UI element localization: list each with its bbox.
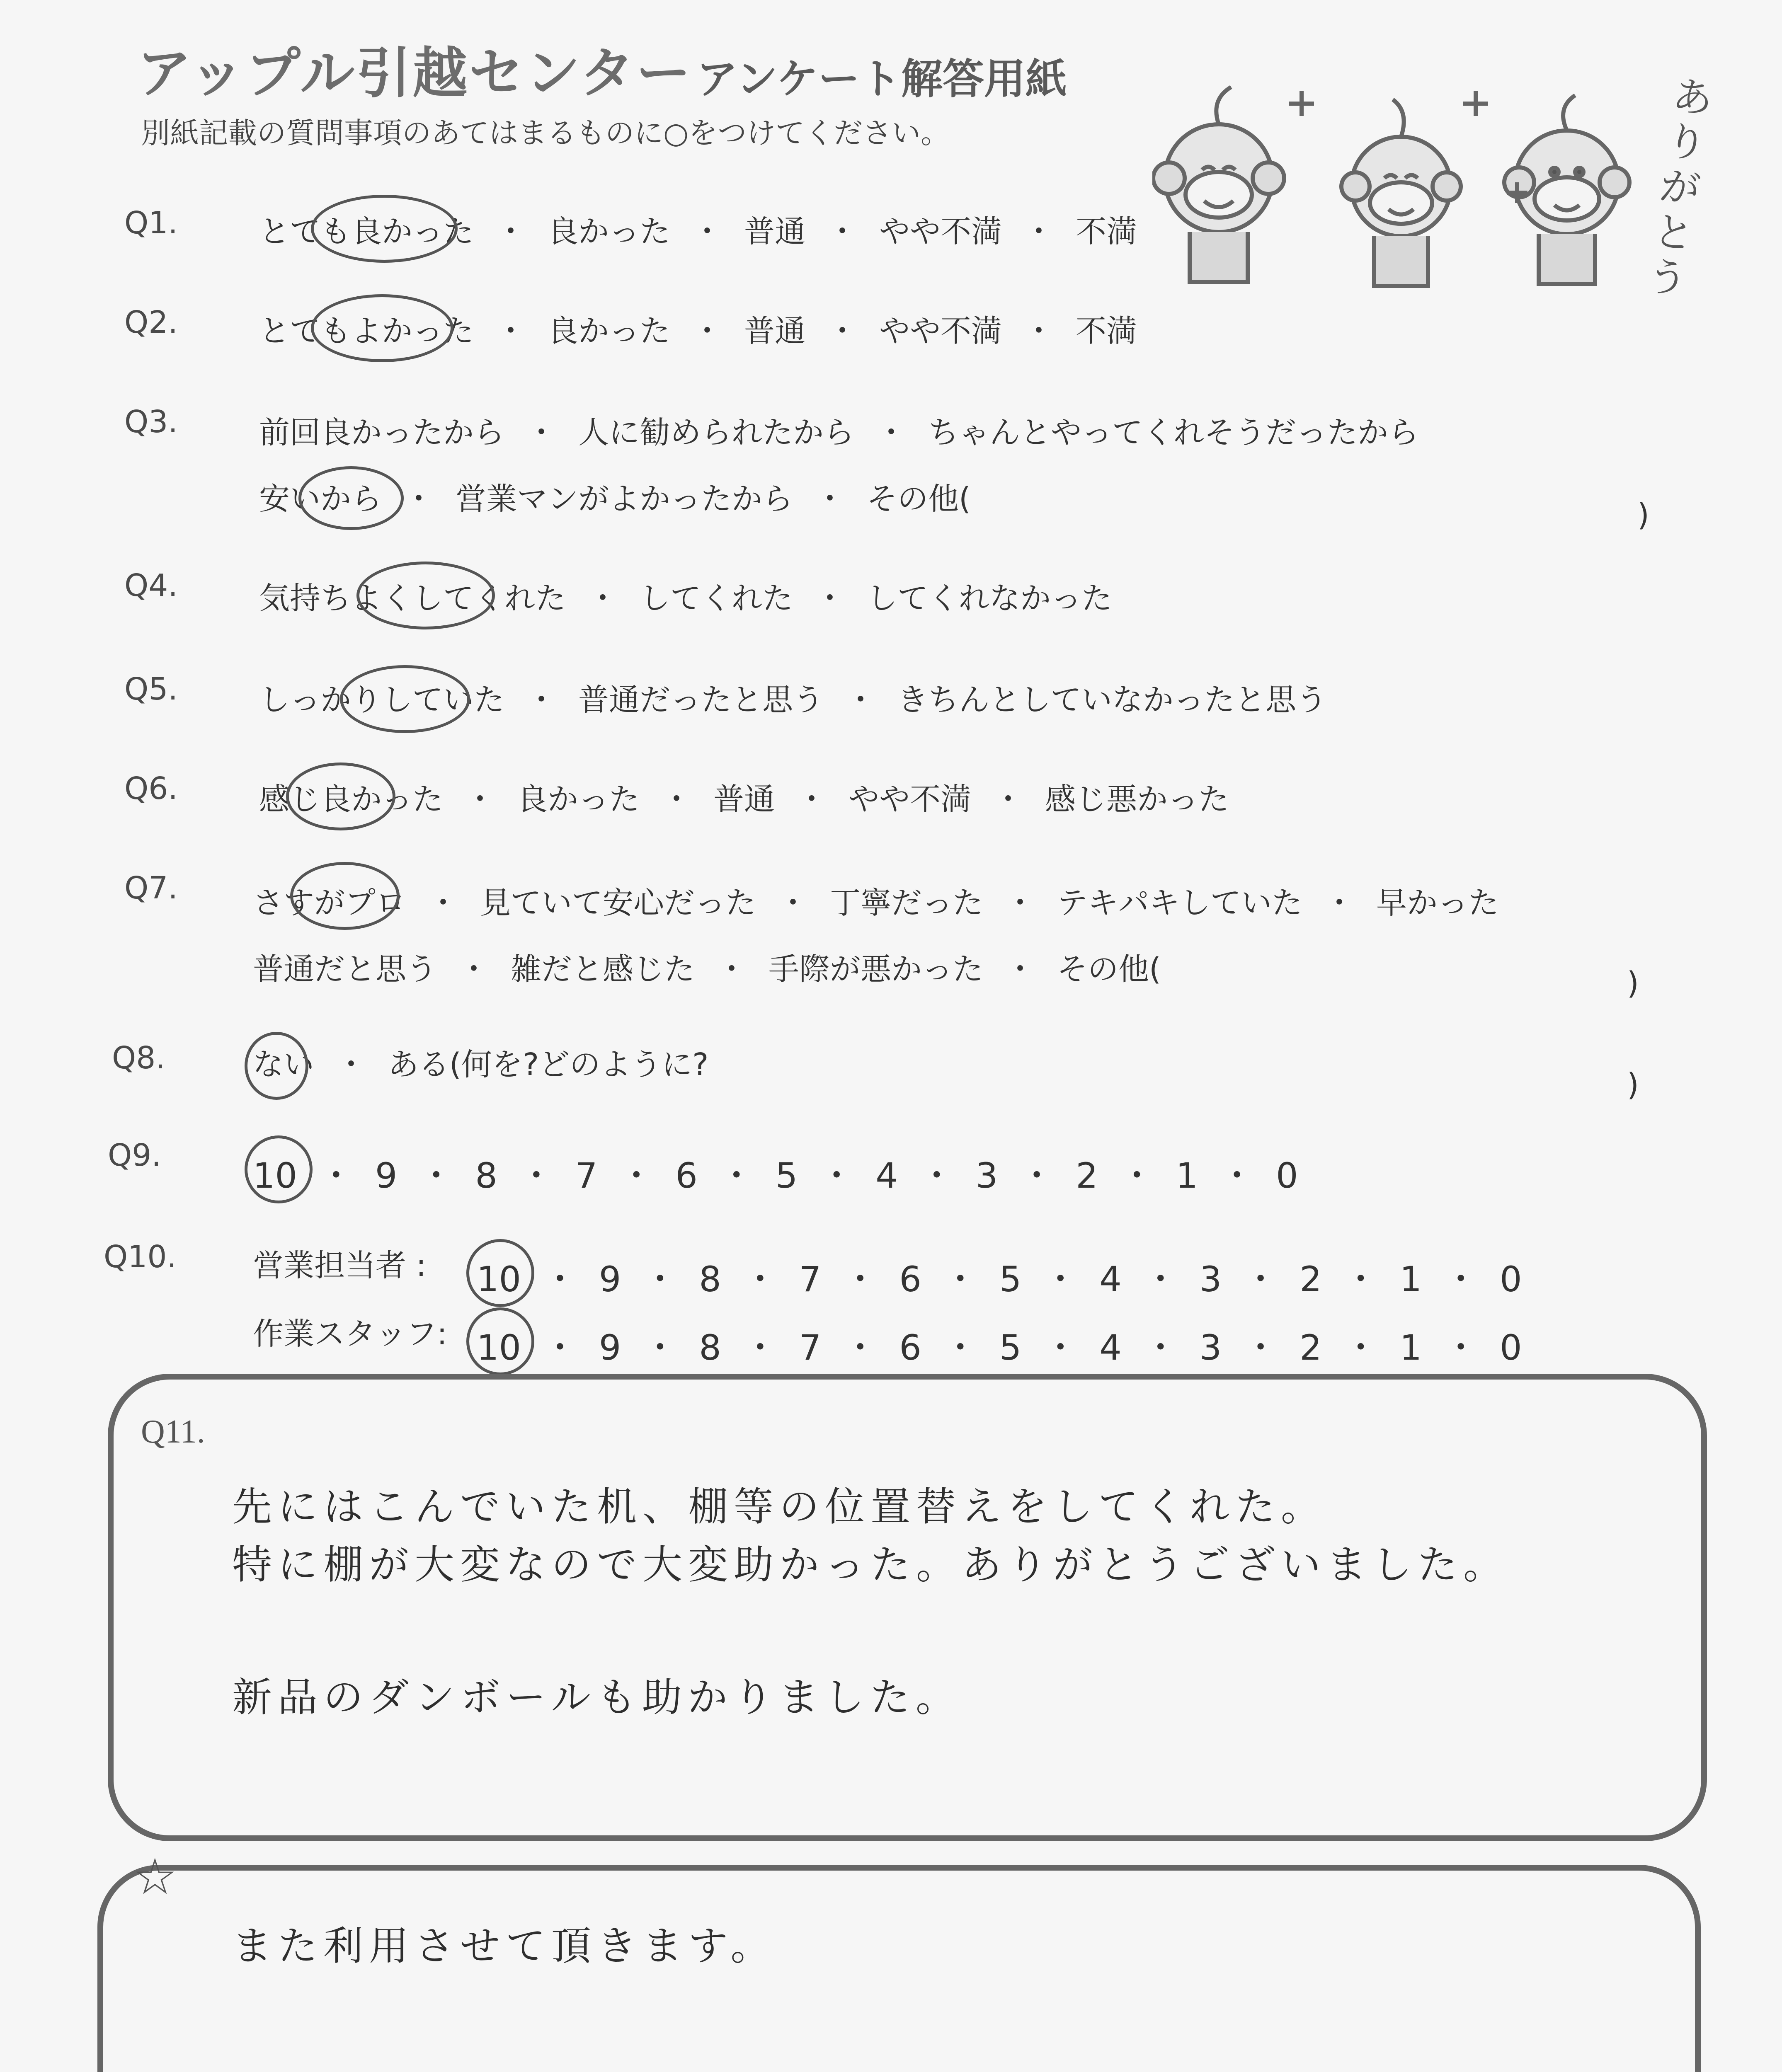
q3-label: Q3. (124, 404, 178, 440)
q10-staff-selection-circle (466, 1307, 534, 1375)
mascot-caption: ありがとう (1644, 72, 1716, 304)
q10-sales-score[interactable]: 2 (1300, 1259, 1322, 1300)
q7-option[interactable]: 普通だと思う (253, 951, 437, 987)
q9-label: Q9. (108, 1138, 161, 1173)
q1-options: とても良かった ・ 良かった ・ 普通 ・ やや不満 ・ 不満 (259, 214, 1137, 249)
q7-option-other[interactable]: その他( (1057, 951, 1161, 987)
q11-answer-line: 新品のダンボールも助かりました。 (232, 1674, 962, 1721)
q4-option[interactable]: 気持ちよくしてくれた (259, 581, 566, 616)
q9-score[interactable]: 8 (475, 1155, 497, 1196)
q10-sales-scale: 10 ・ 9 ・ 8 ・ 7 ・ 6 ・ 5 ・ 4 ・ 3 ・ 2 ・ 1 ・ 0 (477, 1259, 1522, 1300)
q6-label: Q6. (124, 771, 178, 806)
q10-staff-score[interactable]: 10 (477, 1327, 521, 1368)
q7-selection-circle (290, 862, 400, 930)
q4-option[interactable]: してくれた (640, 581, 793, 616)
q7-option[interactable]: 見ていて安心だった (480, 885, 756, 921)
q5-selection-circle (340, 665, 470, 733)
q11-answer-line: 特に棚が大変なので大変助かった。ありがとうございました。 (232, 1542, 1509, 1588)
q5-option[interactable]: きちんとしていなかったと思う (897, 682, 1327, 718)
q8-close-paren: ) (1627, 1067, 1639, 1103)
q7-options-line2: 普通だと思う ・ 雑だと感じた ・ 手際が悪かった ・ その他( (253, 951, 1161, 987)
q2-option[interactable]: 良かった (548, 313, 670, 349)
q2-option[interactable]: 不満 (1076, 313, 1137, 349)
q1-option[interactable]: 普通 (744, 214, 805, 249)
instruction-text: 別紙記載の質問事項のあてはまるものに○をつけてください。 (141, 116, 950, 150)
q11-answer-line: 先にはこんでいた机、棚等の位置替えをしてくれた。 (232, 1484, 1326, 1530)
q1-option[interactable]: 不満 (1076, 214, 1137, 249)
q4-selection-circle (356, 562, 495, 629)
q10-staff-score[interactable]: 1 (1399, 1327, 1422, 1368)
q10-staff-score[interactable]: 2 (1300, 1327, 1322, 1368)
q11-label: Q11. (141, 1414, 205, 1450)
q6-option[interactable]: 感じ悪かった (1045, 782, 1229, 817)
q10-sales-label: 営業担当者 : (253, 1248, 427, 1283)
q4-options: 気持ちよくしてくれた ・ してくれた ・ してくれなかった (259, 581, 1112, 616)
q10-sales-selection-circle (466, 1239, 534, 1307)
q9-score[interactable]: 7 (575, 1155, 598, 1196)
q1-option[interactable]: とても良かった (259, 214, 474, 249)
q3-option[interactable]: 営業マンがよかったから (456, 481, 793, 517)
q2-option[interactable]: やや不満 (879, 313, 1002, 349)
q2-selection-circle (311, 294, 453, 362)
q3-option[interactable]: 安いから (259, 481, 382, 517)
q5-options: しっかりしていた ・ 普通だったと思う ・ きちんとしていなかったと思う (259, 682, 1327, 718)
q10-staff-scale: 10 ・ 9 ・ 8 ・ 7 ・ 6 ・ 5 ・ 4 ・ 3 ・ 2 ・ 1 ・ 0 (477, 1327, 1522, 1368)
company-title: アップル引越センター (137, 41, 693, 105)
q5-option[interactable]: しっかりしていた (259, 682, 504, 718)
q10-sales-score[interactable]: 7 (799, 1259, 822, 1300)
q7-label: Q7. (124, 870, 178, 906)
q3-selection-circle (298, 466, 404, 530)
q6-option[interactable]: やや不満 (849, 782, 971, 817)
q5-label: Q5. (124, 671, 178, 707)
form-title: アンケート解答用紙 (696, 55, 1067, 103)
q6-option[interactable]: 普通 (713, 782, 775, 817)
q5-option[interactable]: 普通だったと思う (578, 682, 824, 718)
q10-label: Q10. (104, 1239, 177, 1275)
q2-options: とてもよかった ・ 良かった ・ 普通 ・ やや不満 ・ 不満 (259, 313, 1137, 349)
q9-score[interactable]: 10 (253, 1155, 297, 1196)
q10-staff-score[interactable]: 4 (1099, 1327, 1122, 1368)
q9-score[interactable]: 2 (1076, 1155, 1098, 1196)
q2-option[interactable]: とてもよかった (259, 313, 474, 349)
q8-label: Q8. (112, 1040, 165, 1076)
q8-options: ない ・ ある(何を?どのように? (253, 1047, 709, 1082)
q4-option[interactable]: してくれなかった (867, 581, 1112, 616)
monkey-mascot-icon (1152, 58, 1700, 290)
q1-option[interactable]: やや不満 (879, 214, 1002, 249)
q9-score[interactable]: 9 (375, 1155, 398, 1196)
q9-score[interactable]: 1 (1176, 1155, 1198, 1196)
q4-label: Q4. (124, 568, 178, 603)
q10-staff-score[interactable]: 9 (599, 1327, 621, 1368)
q10-sales-score[interactable]: 4 (1099, 1259, 1122, 1300)
q3-option[interactable]: ちゃんとやってくれそうだったから (928, 415, 1419, 450)
q7-option[interactable]: さすがプロ (253, 885, 406, 921)
q3-option-other[interactable]: その他( (867, 481, 971, 517)
q10-staff-label: 作業スタッフ: (253, 1316, 447, 1352)
q10-sales-score[interactable]: 8 (699, 1259, 721, 1300)
q9-score[interactable]: 3 (975, 1155, 998, 1196)
q10-sales-score[interactable]: 9 (599, 1259, 621, 1300)
q8-selection-circle (245, 1032, 308, 1100)
q10-staff-score[interactable]: 3 (1199, 1327, 1222, 1368)
q10-sales-score[interactable]: 5 (999, 1259, 1022, 1300)
q6-options: 感じ良かった ・ 良かった ・ 普通 ・ やや不満 ・ 感じ悪かった (259, 782, 1229, 817)
q9-score[interactable]: 4 (875, 1155, 898, 1196)
q7-option[interactable]: 手際が悪かった (769, 951, 983, 987)
q7-option[interactable]: 丁寧だった (830, 885, 983, 921)
q7-close-paren: ) (1627, 966, 1639, 1001)
q3-option[interactable]: 人に勧められたから (578, 415, 854, 450)
q7-option[interactable]: テキパキしていた (1057, 885, 1302, 921)
q10-staff-score[interactable]: 5 (999, 1327, 1022, 1368)
q1-selection-circle (311, 195, 458, 263)
q10-sales-score[interactable]: 10 (477, 1259, 521, 1300)
q10-staff-score[interactable]: 6 (899, 1327, 921, 1368)
q2-option[interactable]: 普通 (744, 313, 805, 349)
q9-score[interactable]: 5 (775, 1155, 798, 1196)
q7-options-line1: さすがプロ ・ 見ていて安心だった ・ 丁寧だった ・ テキパキしていた ・ 早かった (253, 885, 1499, 921)
q7-option[interactable]: 雑だと感じた (511, 951, 695, 987)
q10-sales-score[interactable]: 6 (899, 1259, 921, 1300)
q9-score[interactable]: 6 (675, 1155, 698, 1196)
q10-staff-score[interactable]: 0 (1500, 1327, 1522, 1368)
q9-scale: 10 ・ 9 ・ 8 ・ 7 ・ 6 ・ 5 ・ 4 ・ 3 ・ 2 ・ 1 ・ 0 (253, 1155, 1298, 1196)
comment-line: また利用させて頂きます。 (232, 1923, 776, 1969)
q7-option[interactable]: 早かった (1376, 885, 1499, 921)
q10-sales-score[interactable]: 0 (1500, 1259, 1522, 1300)
q9-score[interactable]: 0 (1276, 1155, 1298, 1196)
q6-option[interactable]: 良かった (517, 782, 640, 817)
q1-option[interactable]: 良かった (548, 214, 670, 249)
q6-selection-circle (286, 762, 395, 830)
q10-sales-score[interactable]: 3 (1199, 1259, 1222, 1300)
q1-label: Q1. (124, 205, 178, 241)
q2-label: Q2. (124, 305, 178, 340)
star-icon: ☆ (133, 1848, 177, 1906)
q3-option[interactable]: 前回良かったから (259, 415, 504, 450)
q10-sales-score[interactable]: 1 (1399, 1259, 1422, 1300)
q11-answer-box[interactable] (108, 1374, 1707, 1841)
q9-selection-circle (245, 1135, 313, 1203)
q3-options-line2: 安いから ・ 営業マンがよかったから ・ その他( (259, 481, 971, 517)
q10-staff-score[interactable]: 8 (699, 1327, 721, 1368)
q10-staff-score[interactable]: 7 (799, 1327, 822, 1368)
q8-option[interactable]: ある(何を?どのように? (388, 1047, 709, 1082)
q6-option[interactable]: 感じ良かった (259, 782, 443, 817)
q3-options-line1: 前回良かったから ・ 人に勧められたから ・ ちゃんとやってくれそうだったから (259, 415, 1419, 450)
q3-close-paren: ) (1637, 497, 1649, 533)
q8-option[interactable]: ない (253, 1047, 314, 1082)
